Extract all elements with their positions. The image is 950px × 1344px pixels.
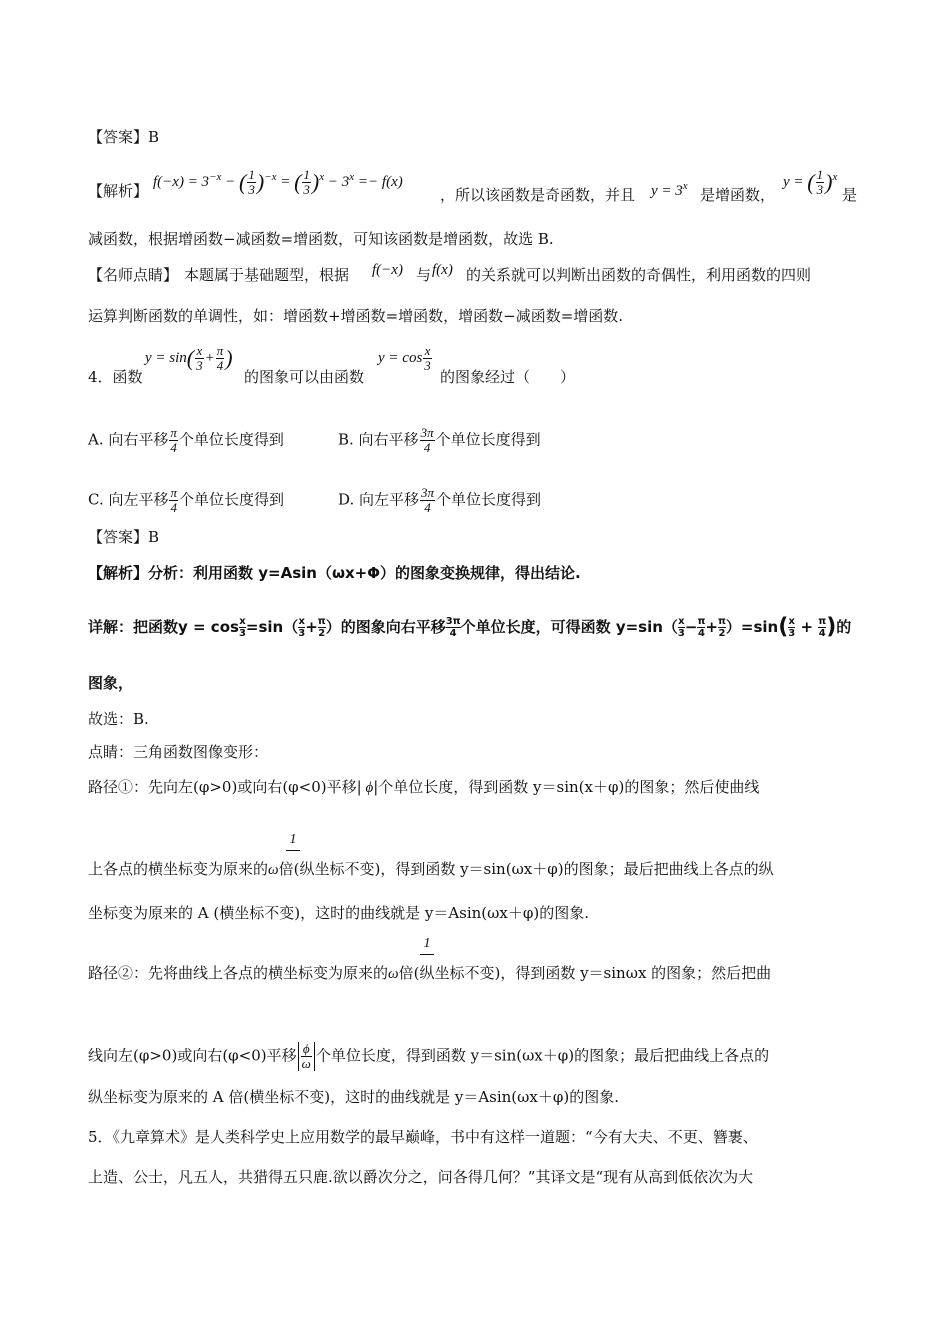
q3-analysis [88, 180, 148, 202]
frac-one-over-omega-2: 1 [420, 936, 434, 955]
phi-symbol: ϕ [361, 780, 374, 796]
q4-analysis [88, 562, 581, 584]
q4-detail-line2: 图象， [88, 674, 134, 692]
formula-f-neg-x: f(−x) [372, 262, 403, 278]
path2-line2b: 个单位长度，得到函数 y＝sin(ωx＋φ)的图象；最后把曲线上各点的 [315, 1046, 770, 1065]
q4-stem-mid: 的图象可以由函数 [244, 368, 365, 386]
q3-analysis-text1: ，所以该函数是奇函数，并且 [440, 186, 636, 204]
path2-line1 [88, 962, 771, 985]
detail-text2: =sin（ [245, 618, 299, 636]
option-a-suffix: 个单位长度得到 [178, 430, 284, 449]
path1-line1a: 路径①：先向左(φ>0)或向右(φ<0)平移| [88, 778, 362, 796]
analysis-label: 【解析】 [88, 564, 149, 582]
path2-line3: 纵坐标变为原来的 A 倍(横坐标不变)，这时的曲线就是 y＝Asin(ωx＋φ)的图象. [88, 1088, 619, 1106]
option-a[interactable] [88, 426, 284, 455]
option-b-suffix: 个单位长度得到 [435, 430, 541, 449]
answer-value: B [148, 528, 160, 546]
option-c-suffix: 个单位长度得到 [179, 490, 285, 509]
path1-line2 [88, 858, 774, 881]
q4-comment-label: 点睛：三角函数图像变形： [88, 743, 269, 761]
detail-text1: 详解：把函数 [88, 618, 179, 636]
q5-line2: 上造、公士，凡五人，共猎得五只鹿.欲以爵次分之，问各得几何？”其译文是“现有从高到低依次为大 [88, 1168, 754, 1186]
q5-line1: 5．《九章算术》是人类科学史上应用数学的最早巅峰，书中有这样一道题：“今有大夫、不更、簪裹、 [88, 1128, 758, 1146]
answer-value: B [148, 128, 160, 146]
option-c-text: C. 向左平移 [88, 490, 169, 509]
formula-odd-function: $f(-x) = 3^{-x}$ − ( $\frac{1}{3}$ )$^{-x}$ = ( $\frac{1}{3}$ )$^x - 3^x =- f(x)$ [153, 167, 403, 197]
formula-cos-source: y = cos $\frac{x}{3}$ [378, 343, 431, 373]
option-a-frac: $\frac{\pi}{4}$ [170, 425, 177, 455]
analysis-text: 分析：利用函数 y=Asin（ωx+Φ）的图象变换规律，得出结论. [148, 564, 581, 582]
q3-tip-text3: 的关系就可以判断出函数的奇偶性，利用函数的四则 [466, 266, 812, 284]
detail-text5: ）= [725, 618, 754, 636]
option-d-frac: $\frac{3\pi}{4}$ [421, 485, 435, 515]
option-b-text: B. 向右平移 [338, 430, 419, 449]
q4-choose: 故选：B. [88, 710, 149, 728]
detail-text4: 个单位长度，可得函数 y=sin（ [460, 618, 678, 636]
path1-line3: 坐标变为原来的 A (横坐标不变)，这时的曲线就是 y＝Asin(ωx＋φ)的图象. [88, 904, 589, 922]
option-a-text: A. 向右平移 [88, 430, 169, 449]
omega-symbol: ω [268, 862, 279, 878]
path1-line2a: 上各点的横坐标变为原来的 [88, 860, 269, 878]
frac-one-over-omega-1: 1 [286, 832, 300, 851]
q3-analysis-line2: 减函数，根据增函数−减函数=增函数，可知该函数是增函数，故选 B. [88, 230, 554, 248]
q3-answer [88, 126, 159, 148]
q3-analysis-text2: 是增函数， [700, 186, 776, 204]
q4-stem-prefix: 4．函数 [88, 368, 143, 386]
detail-text3: ）的图象向右平移 [325, 618, 446, 636]
q4-detail: 详解：把函数y = cos $\frac{x}{3}$ =sin（ $\frac{x}{3}$ + $\frac{\pi}{2}$ ）的图象向右平移 $\frac{3\pi}{4}$ 个单位长度，可得函数 y=sin（ $\frac{x}{3}$ − $\frac{\pi}{4}$ + $\frac{\pi}{2}$ ）=sin( $\frac{x}{3}$ + $\frac{\pi}{4}$ )的 [88, 614, 852, 640]
path1-line1b: |个单位长度，得到函数 y＝sin(x＋φ)的图象；然后使曲线 [373, 778, 760, 796]
q3-tip-line2: 运算判断函数的单调性，如：增函数+增函数=增函数，增函数−减函数=增函数. [88, 307, 624, 325]
formula-sin-target: y = sin( $\frac{x}{3}$ + $\frac{\pi}{4}$ ) [145, 343, 233, 373]
answer-label: 【答案】 [88, 128, 149, 146]
path1-line1 [88, 776, 759, 799]
path1-line2b: 倍(纵坐标不变)，得到函数 y＝sin(ωx＋φ)的图象；最后把曲线上各点的纵 [278, 860, 774, 878]
option-d[interactable] [338, 486, 541, 515]
q3-tip-text1: 本题属于基础题型，根据 [184, 266, 350, 284]
abs-phi-over-omega: $\frac{\phi}{\omega}$ [298, 1042, 315, 1071]
option-b[interactable] [338, 426, 541, 455]
option-c[interactable] [88, 486, 284, 515]
formula-f-x: f(x) [432, 262, 453, 278]
option-b-frac: $\frac{3\pi}{4}$ [420, 425, 434, 455]
path2-line1a: 路径②：先将曲线上各点的横坐标变为原来的 [88, 964, 389, 982]
omega-symbol-2: ω [388, 966, 399, 982]
answer-label: 【答案】 [88, 528, 149, 546]
path2-line2 [88, 1042, 769, 1071]
path2-line2a: 线向左(φ>0)或向右(φ<0)平移 [88, 1046, 297, 1065]
q4-stem-suffix: 的图象经过（ ） [440, 368, 576, 386]
analysis-label: 【解析】 [88, 182, 149, 200]
q4-answer [88, 526, 159, 548]
path2-line1b: 倍(纵坐标不变)，得到函数 y＝sinωx 的图象；然后把曲 [398, 964, 772, 982]
option-c-frac: $\frac{\pi}{4}$ [170, 485, 177, 515]
q3-tip-label: 【名师点睛】 [88, 266, 179, 284]
formula-sin-result: sin( $\frac{x}{3}$ + $\frac{\pi}{4}$ ) [753, 614, 837, 640]
q3-analysis-text3: 是 [842, 186, 858, 204]
formula-third-x: y = ( $\frac{1}{3}$ )$^x$ [783, 167, 838, 197]
formula-cos-detail: y = cos $\frac{x}{3}$ [178, 616, 246, 639]
option-d-text: D. 向左平移 [338, 490, 420, 509]
option-d-suffix: 个单位长度得到 [436, 490, 542, 509]
formula-3x: $y = 3^x$ [651, 180, 688, 199]
detail-text6: 的 [836, 618, 852, 636]
q3-tip-text2: 与 [416, 266, 432, 284]
